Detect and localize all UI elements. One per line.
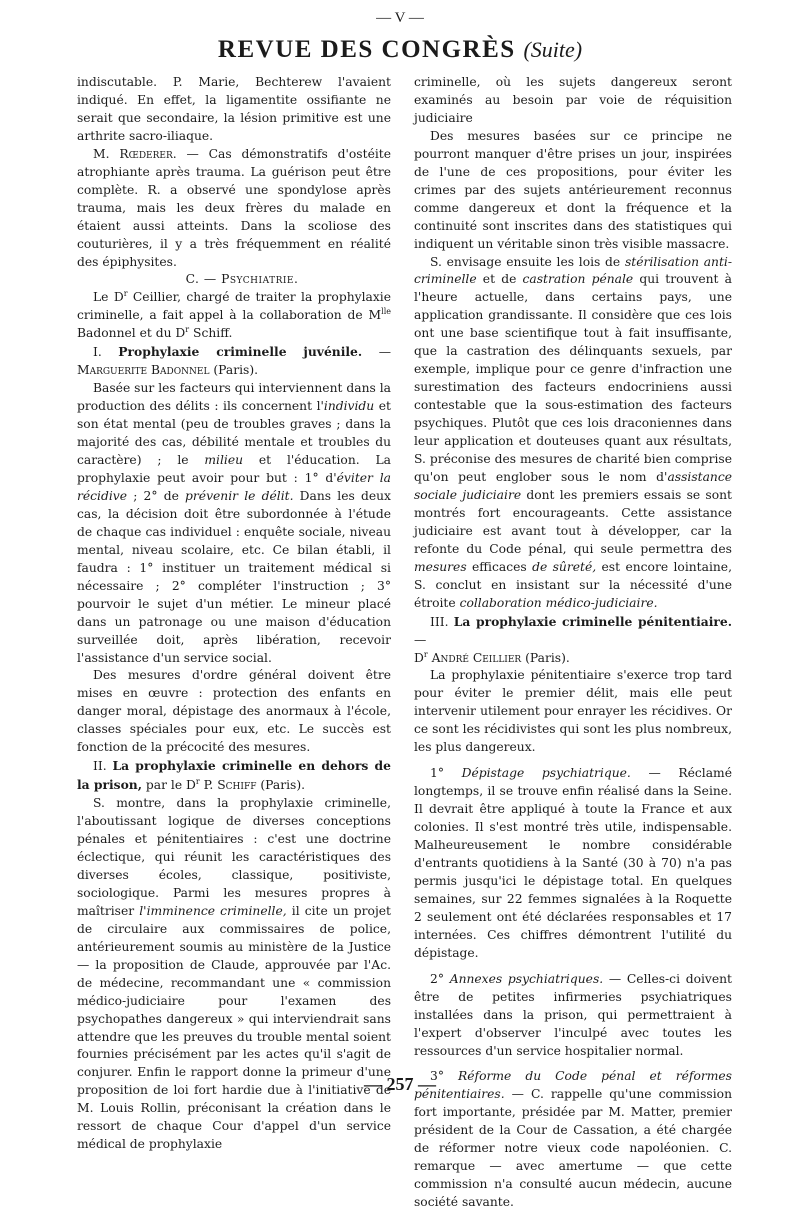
paragraph-roederer: M. Rœderer. — Cas démonstratifs d'ostéite atrophiante après trauma. La guérison peut être complète. R. a observé une spondylose après trauma, mais les deux frères du malade en étaient aussi atteints. Dans la scoliose des couturières, il y a très fréquemment en réalité des épiphysites. [77,146,391,269]
header-suite: (Suite) [523,37,583,62]
paragraph: S. montre, dans la prophylaxie criminelle, l'aboutissant logique de diverses conceptions pénales et pénitentiaires : c'est une doctrine éclectique, qui réunit les caractéristiques des diverses écoles, classique, positiviste, sociologique. Parmi les mesures propres à maîtriser l'imminence criminelle, il cite un projet de circulaire aux commissaires de police, antérieurement soumis au ministère de la Justice — la proposition de Claude, approuvée par l'Ac. de médecine, recommandant une « commission médico-judiciaire pour l'examen des psychopathes dangereux » qui interviendrait sans attendre que les preuves du trouble mental soient fournies précisément par les actes qu'il s'agit de conjurer. Enfin le rapport donne la primeur d'une proposition de loi fort hardie due à l'initiative de M. Louis Rollin, préconisant la création dans le ressort de chaque Cour d'appel d'un service médical de prophylaxie [77,796,391,1152]
list-item: 1° Dépistage psychiatrique. — Réclamé longtemps, il se trouve enfin réalisé dans la Seine. Il devrait être appliqué à toute la France et aux colonies. Il s'est montré très utile, indispensable. Malheureusement le nombre considérable d'entrants quotidiens à la Santé (30 à 70) n'a pas permis jusqu'ici le dépistage total. En quelques semaines, sur 22 femmes signalées à la Roquette 2 seulement ont été déclarées responsables et 17 internées. Ces chiffres démontrent l'utilité du dépistage. [414,766,732,960]
paragraph: S. envisage ensuite les lois de stérilisation anti-criminelle et de castration pénale qui trouvent à l'heure actuelle, dans certains pays, une application grandissante. Il considère que ces lois ont une base scientifique tout à fait insuffisante, que la castration des délinquants sexuels, par exemple, implique pour ce genre d'infraction une surestimation des facteurs endocriniens aussi contestable que la sous-estimation des facteurs psychiques. Plutôt que ces lois draconiennes dans leur application et douteuses quant aux résultats, S. préconise des mesures de charité bien comprise qu'on peut englober sous le nom d'assistance sociale judiciaire dont les premiers essais se sont montrés fort encourageants. Cette assistance judiciaire est avant tout à développer, car la refonte du Code pénal, qui seule permettra des mesures efficaces de sûreté, est encore lointaine, S. conclut en insistant sur la nécessité d'une étroite collaboration médico-judiciaire. [414,254,732,610]
subsection-heading-3: III. La prophylaxie criminelle pénitentiaire. — $D^r$ André Ceillier (Paris). [414,613,732,665]
paragraph: criminelle, où les sujets dangereux seront examinés au besoin par voie de réquisition judiciaire [414,75,732,125]
roman-page-number: — V — [376,10,424,26]
list-item: 3° Réforme du Code pénal et réformes pénitentiaires. — C. rappelle qu'une commission fort importante, présidée par M. Matter, premier président de la Cour de Cassation, a été chargée de réformer notre vieux code napoléonien. C. remarque — avec amertume — que cette commission n'a consulté aucun médecin, aucune société savante. [414,1069,732,1210]
author-name: M. Rœderer. [93,146,177,161]
running-header [0,36,800,64]
list-item: 2° Annexes psychiatriques. — Celles-ci doivent être de petites infirmeries psychiatriques installées dans la prison, qui permettraient à l'expert d'observer l'inculpé avec toutes les ressources d'un service hospitalier normal. [414,971,733,1058]
subsection-heading-2: II. La prophylaxie criminelle en dehors de la prison, par le $D^r$ P. Schiff (Paris). [77,758,391,793]
section-title: C. — Psychiatrie. [185,272,299,287]
page-number: — 257 — [364,1074,436,1094]
right-column [414,74,732,1212]
header-title: REVUE DES CONGRÈS [217,36,516,63]
paragraph: Des mesures d'ordre général doivent être mises en œuvre : protection des enfants en danger moral, dépistage des anormaux à l'école, classes spéciales pour eux, etc. Le succès est fonction de la précocité des mesures. [77,668,391,755]
left-column [77,74,391,1154]
paragraph: Des mesures basées sur ce principe ne pourront manquer d'être prises un jour, inspirées de l'une de ces propositions, pour éviter les crimes par des sujets antérieurement reconnus comme dangereux et dont la fréquence et la continuité sont inscrites dans des statistiques qui indiquent un véritable sinon très visible massacre. [414,128,732,251]
paragraph: La prophylaxie pénitentiaire s'exerce trop tard pour éviter le premier délit, mais elle peut intervenir utilement pour enrayer les récidives. Or ce sont les récidivistes qui sont les plus nombreux, les plus dangereux. [414,668,732,755]
subsection-heading-1: I. Prophylaxie criminelle juvénile. — Marguerite Badonnel (Paris). [77,344,391,378]
paragraph: indiscutable. P. Marie, Bechterew l'avaient indiqué. En effet, la ligamentite ossifiante ne serait que secondaire, la lésion primitive est une arthrite sacro-iliaque. [77,75,391,143]
paragraph-intro: Le $D^r$ Ceillier, chargé de traiter la prophylaxie criminelle, a fait appel à la collaboration de $M^{lle}$ Badonnel et du $D^r$ Schiff. [77,289,391,341]
paragraph: Basée sur les facteurs qui interviennent dans la production des délits : ils concernent l'individu et son état mental (peu de troubles graves ; dans la majorité des cas, débilité mentale et troubles du caractère) ; le milieu et l'éducation. La prophylaxie peut avoir pour but : 1° d'éviter la récidive ; 2° de prévenir le délit. Dans les deux cas, la décision doit être subordonnée à l'étude de chaque cas individuel : enquête sociale, niveau mental, niveau scolaire, etc. Ce bilan établi, il faudra : 1° instituer un traitement médical si nécessaire ; 2° compléter l'instruction ; 3° pourvoir le sujet d'un métier. Le mineur placé dans un patronage ou une maison d'éducation surveillée doit, après libération, recevoir l'assistance d'un service social. [77,381,391,665]
